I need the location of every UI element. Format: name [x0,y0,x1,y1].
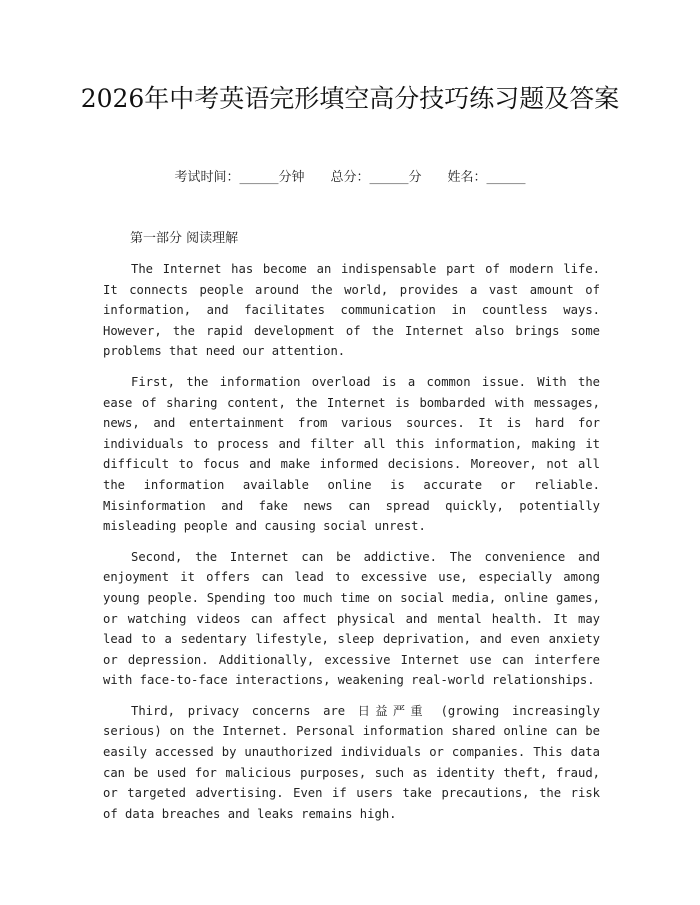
passage-paragraph: Third, privacy concerns are 日益严重 (growing increasingly serious) on the Internet. Personal information shared online can be easily accessed by unauthorized individuals or companies. This data can be used for malicious purposes, such as identity theft, fraud, or targeted advertising. Even if users take precautions, the risk of data breaches and leaks remains high. [103,703,600,821]
exam-info-line [0,168,700,188]
exam-time-blank: ______ [239,170,279,185]
reading-passage [103,259,600,834]
passage-paragraph: Second, the Internet can be addictive. The convenience and enjoyment it offers can lead to excessive use, especially among young people. Spending too much time on social media, online games, or watching videos can affect physical and mental health. It may lead to a sedentary lifestyle, sleep deprivation, and even anxiety or depression. Additionally, excessive Internet use can interfere with face-to-face interactions, weakening real-world relationships. [103,549,600,688]
name-label: 姓名： [447,170,487,185]
document-title: 2026年中考英语完形填空高分技巧练习题及答案 [80,84,620,113]
total-score-unit: 分 [408,170,422,185]
passage-paragraph: First, the information overload is a common issue. With the ease of sharing content, the Internet is bombarded with messages, news, and entertainment from various sources. It is hard for individuals to process and filter all this information, making it difficult to focus and make informed decisions. Moreover, not all the information available online is accurate or reliable. Misinformation and fake news can spread quickly, potentially misleading people and causing social unrest. [103,374,600,534]
section-heading: 第一部分 阅读理解 [130,231,239,246]
total-score-blank: ______ [369,170,409,185]
exam-time-label: 考试时间： [174,170,240,185]
total-score-label: 总分： [330,170,370,185]
exam-time-unit: 分钟 [278,170,305,185]
passage-paragraph: The Internet has become an indispensable part of modern life. It connects people around the world, provides a vast amount of information, and facilitates communication in countless ways. However, the rapid development of the Internet also brings some problems that need our attention. [103,262,600,359]
name-blank: ______ [486,170,526,185]
